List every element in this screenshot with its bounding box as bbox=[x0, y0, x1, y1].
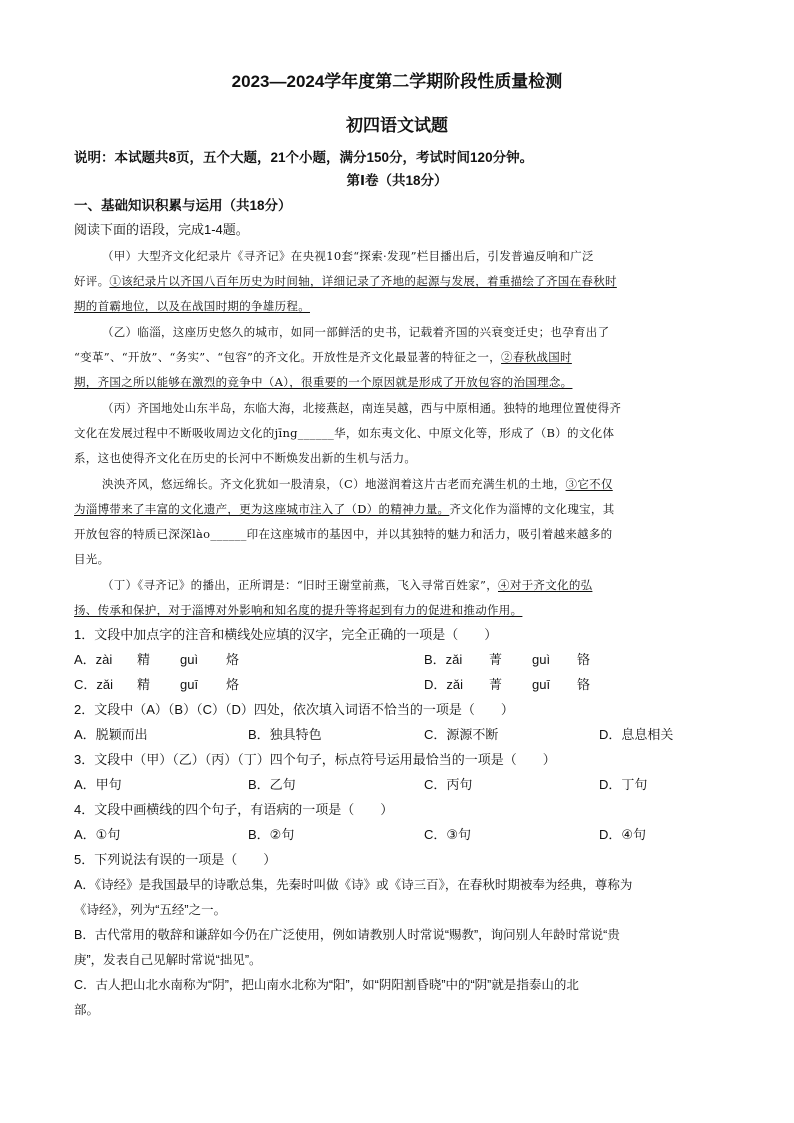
passage-p4-line4: 目光。 bbox=[74, 552, 110, 566]
underlined-sentence-3: ③它不仅 bbox=[565, 477, 613, 491]
passage-p4-line1 bbox=[102, 475, 613, 493]
passage-ding-line1 bbox=[102, 576, 592, 594]
q3-option-b[interactable]: B．乙句 bbox=[248, 777, 296, 792]
q1-option-c-part2: 精 bbox=[137, 677, 151, 692]
exam-subtitle: 初四语文试题 bbox=[346, 116, 448, 135]
passage-p4-line2 bbox=[74, 500, 615, 518]
q1-option-a-part4: 烙 bbox=[226, 652, 240, 667]
volume-heading: 第Ⅰ卷（共18分） bbox=[346, 173, 448, 188]
q1-option-d-part2: 菁 bbox=[489, 677, 503, 692]
q1-option-a-part2: 精 bbox=[137, 652, 151, 667]
question-3-stem: 3．文段中（甲）（乙）（丙）（丁）四个句子，标点符号运用最恰当的一项是（ ） bbox=[74, 752, 556, 767]
q3-option-d[interactable]: D．丁句 bbox=[599, 777, 648, 792]
passage-ding-text: （丁）《寻齐记》的播出，正所谓是：“旧时王谢堂前燕，飞入寻常百姓家”， bbox=[102, 578, 499, 592]
passage-bing-line3: 系，这也使得齐文化在历史的长河中不断焕发出新的生机与活力。 bbox=[74, 451, 417, 465]
passage-jia-text: 好评。 bbox=[74, 274, 110, 288]
q4-option-a[interactable]: A．①句 bbox=[74, 827, 121, 842]
q5-option-c[interactable]: C．古人把山北水南称为“阴”，把山南水北称为“阳”，如“阴阳割昏晓”中的“阴”就是指泰山的北 bbox=[74, 978, 579, 992]
q1-option-b-part4: 铬 bbox=[577, 652, 591, 667]
underlined-sentence-1-end: 期的首霸地位，以及在战国时期的争雄历程。 bbox=[74, 299, 310, 313]
q1-option-c-part3: guī bbox=[180, 677, 199, 692]
q2-option-c[interactable]: C．源源不断 bbox=[424, 727, 499, 742]
underlined-sentence-2: ②春秋战国时 bbox=[501, 350, 572, 364]
q1-option-c-part4: 烙 bbox=[226, 677, 240, 692]
q1-option-d-part3: guī bbox=[532, 677, 551, 692]
section-intro: 阅读下面的语段，完成1-4题。 bbox=[74, 222, 249, 237]
section-heading: 一、基础知识积累与运用（共18分） bbox=[74, 198, 292, 213]
q5-option-a[interactable]: A．《诗经》是我国最早的诗歌总集，先秦时叫做《诗》或《诗三百》，在春秋时期被奉为经典，尊称为 bbox=[74, 878, 633, 892]
q5-option-b-cont: 庚”，发表自己见解时常说“拙见”。 bbox=[74, 953, 262, 967]
q1-option-b-part3: guì bbox=[532, 652, 551, 667]
q1-option-d-part4: 铬 bbox=[577, 677, 591, 692]
question-4-stem: 4．文段中画横线的四个句子，有语病的一项是（ ） bbox=[74, 802, 394, 817]
q1-option-b-part2: 菁 bbox=[489, 652, 503, 667]
question-5-stem: 5．下列说法有误的一项是（ ） bbox=[74, 852, 277, 867]
question-2-stem: 2．文段中（A）（B）（C）（D）四处，依次填入词语不恰当的一项是（ ） bbox=[74, 702, 514, 717]
passage-p4-text-2: 齐文化作为淄博的文化瑰宝，其 bbox=[449, 502, 615, 516]
q4-option-c[interactable]: C．③句 bbox=[424, 827, 472, 842]
q2-option-a[interactable]: A．脱颖而出 bbox=[74, 727, 148, 742]
underlined-sentence-1: ①该纪录片以齐国八百年历史为时间轴，详细记录了齐地的起源与发展，着重描绘了齐国在春秋时 bbox=[109, 274, 617, 288]
underlined-sentence-4: ④对于齐文化的弘 bbox=[498, 578, 593, 592]
q1-option-d[interactable]: D．zǎi bbox=[424, 677, 464, 692]
q3-option-a[interactable]: A．甲句 bbox=[74, 777, 122, 792]
question-1-stem: 1．文段中加点字的注音和横线处应填的汉字，完全正确的一项是（ ） bbox=[74, 627, 498, 642]
q1-option-b[interactable]: B．zǎi bbox=[424, 652, 463, 667]
q3-option-c[interactable]: C．丙句 bbox=[424, 777, 473, 792]
q5-option-c-cont: 部。 bbox=[74, 1003, 100, 1017]
passage-p4-line3: 开放包容的特质已深深lào______印在这座城市的基因中，并以其独特的魅力和活力，吸引着越来越多的 bbox=[74, 527, 613, 541]
passage-p4-text: 泱泱齐风，悠远绵长。齐文化犹如一股清泉，（C）地滋润着这片古老而充满生机的土地， bbox=[102, 477, 566, 491]
passage-jia-line2 bbox=[74, 272, 617, 290]
passage-yi-text: “变革”、“开放”、“务实”、“包容”的齐文化。开放性是齐文化最显著的特征之一， bbox=[74, 350, 502, 364]
q2-option-d[interactable]: D．息息相关 bbox=[599, 727, 674, 742]
underlined-sentence-3-end: 为淄博带来了丰富的文化遗产，更为这座城市注入了（D）的精神力量。 bbox=[74, 502, 450, 516]
passage-yi-line1: （乙）临淄，这座历史悠久的城市，如同一部鲜活的史书，记载着齐国的兴衰变迁史；也孕育出了 bbox=[102, 325, 610, 339]
exam-title: 2023—2024学年度第二学期阶段性质量检测 bbox=[231, 72, 563, 91]
passage-bing-line2: 文化在发展过程中不断吸收周边文化的jīng______华，如东夷文化、中原文化等，形成了（B）的文化体 bbox=[74, 426, 615, 440]
underlined-sentence-4-end: 扬、传承和保护，对于淄博对外影响和知名度的提升等将起到有力的促进和推动作用。 bbox=[74, 603, 523, 617]
passage-jia-line1: （甲）大型齐文化纪录片《寻齐记》在央视10套“探索·发现”栏目播出后，引发普遍反响和广泛 bbox=[102, 249, 594, 263]
q1-option-a[interactable]: A．zài bbox=[74, 652, 113, 667]
underlined-sentence-2-end: 期，齐国之所以能够在激烈的竞争中（A），很重要的一个原因就是形成了开放包容的治国理念。 bbox=[74, 375, 573, 389]
exam-instructions: 说明：本试题共8页，五个大题，21个小题，满分150分，考试时间120分钟。 bbox=[74, 150, 534, 165]
q4-option-b[interactable]: B．②句 bbox=[248, 827, 295, 842]
q4-option-d[interactable]: D．④句 bbox=[599, 827, 647, 842]
q1-option-c[interactable]: C．zǎi bbox=[74, 677, 114, 692]
passage-bing-line1: （丙）齐国地处山东半岛，东临大海，北接燕赵，南连吴越，西与中原相通。独特的地理位置使得齐 bbox=[102, 401, 622, 415]
q5-option-a-cont: 《诗经》，列为“五经”之一。 bbox=[74, 903, 227, 917]
passage-yi-line2 bbox=[74, 348, 572, 366]
q5-option-b[interactable]: B．古代常用的敬辞和谦辞如今仍在广泛使用，例如请教别人时常说“赐教”，询问别人年龄时常说“贵 bbox=[74, 928, 620, 942]
q2-option-b[interactable]: B．独具特色 bbox=[248, 727, 322, 742]
q1-option-a-part3: guì bbox=[180, 652, 199, 667]
